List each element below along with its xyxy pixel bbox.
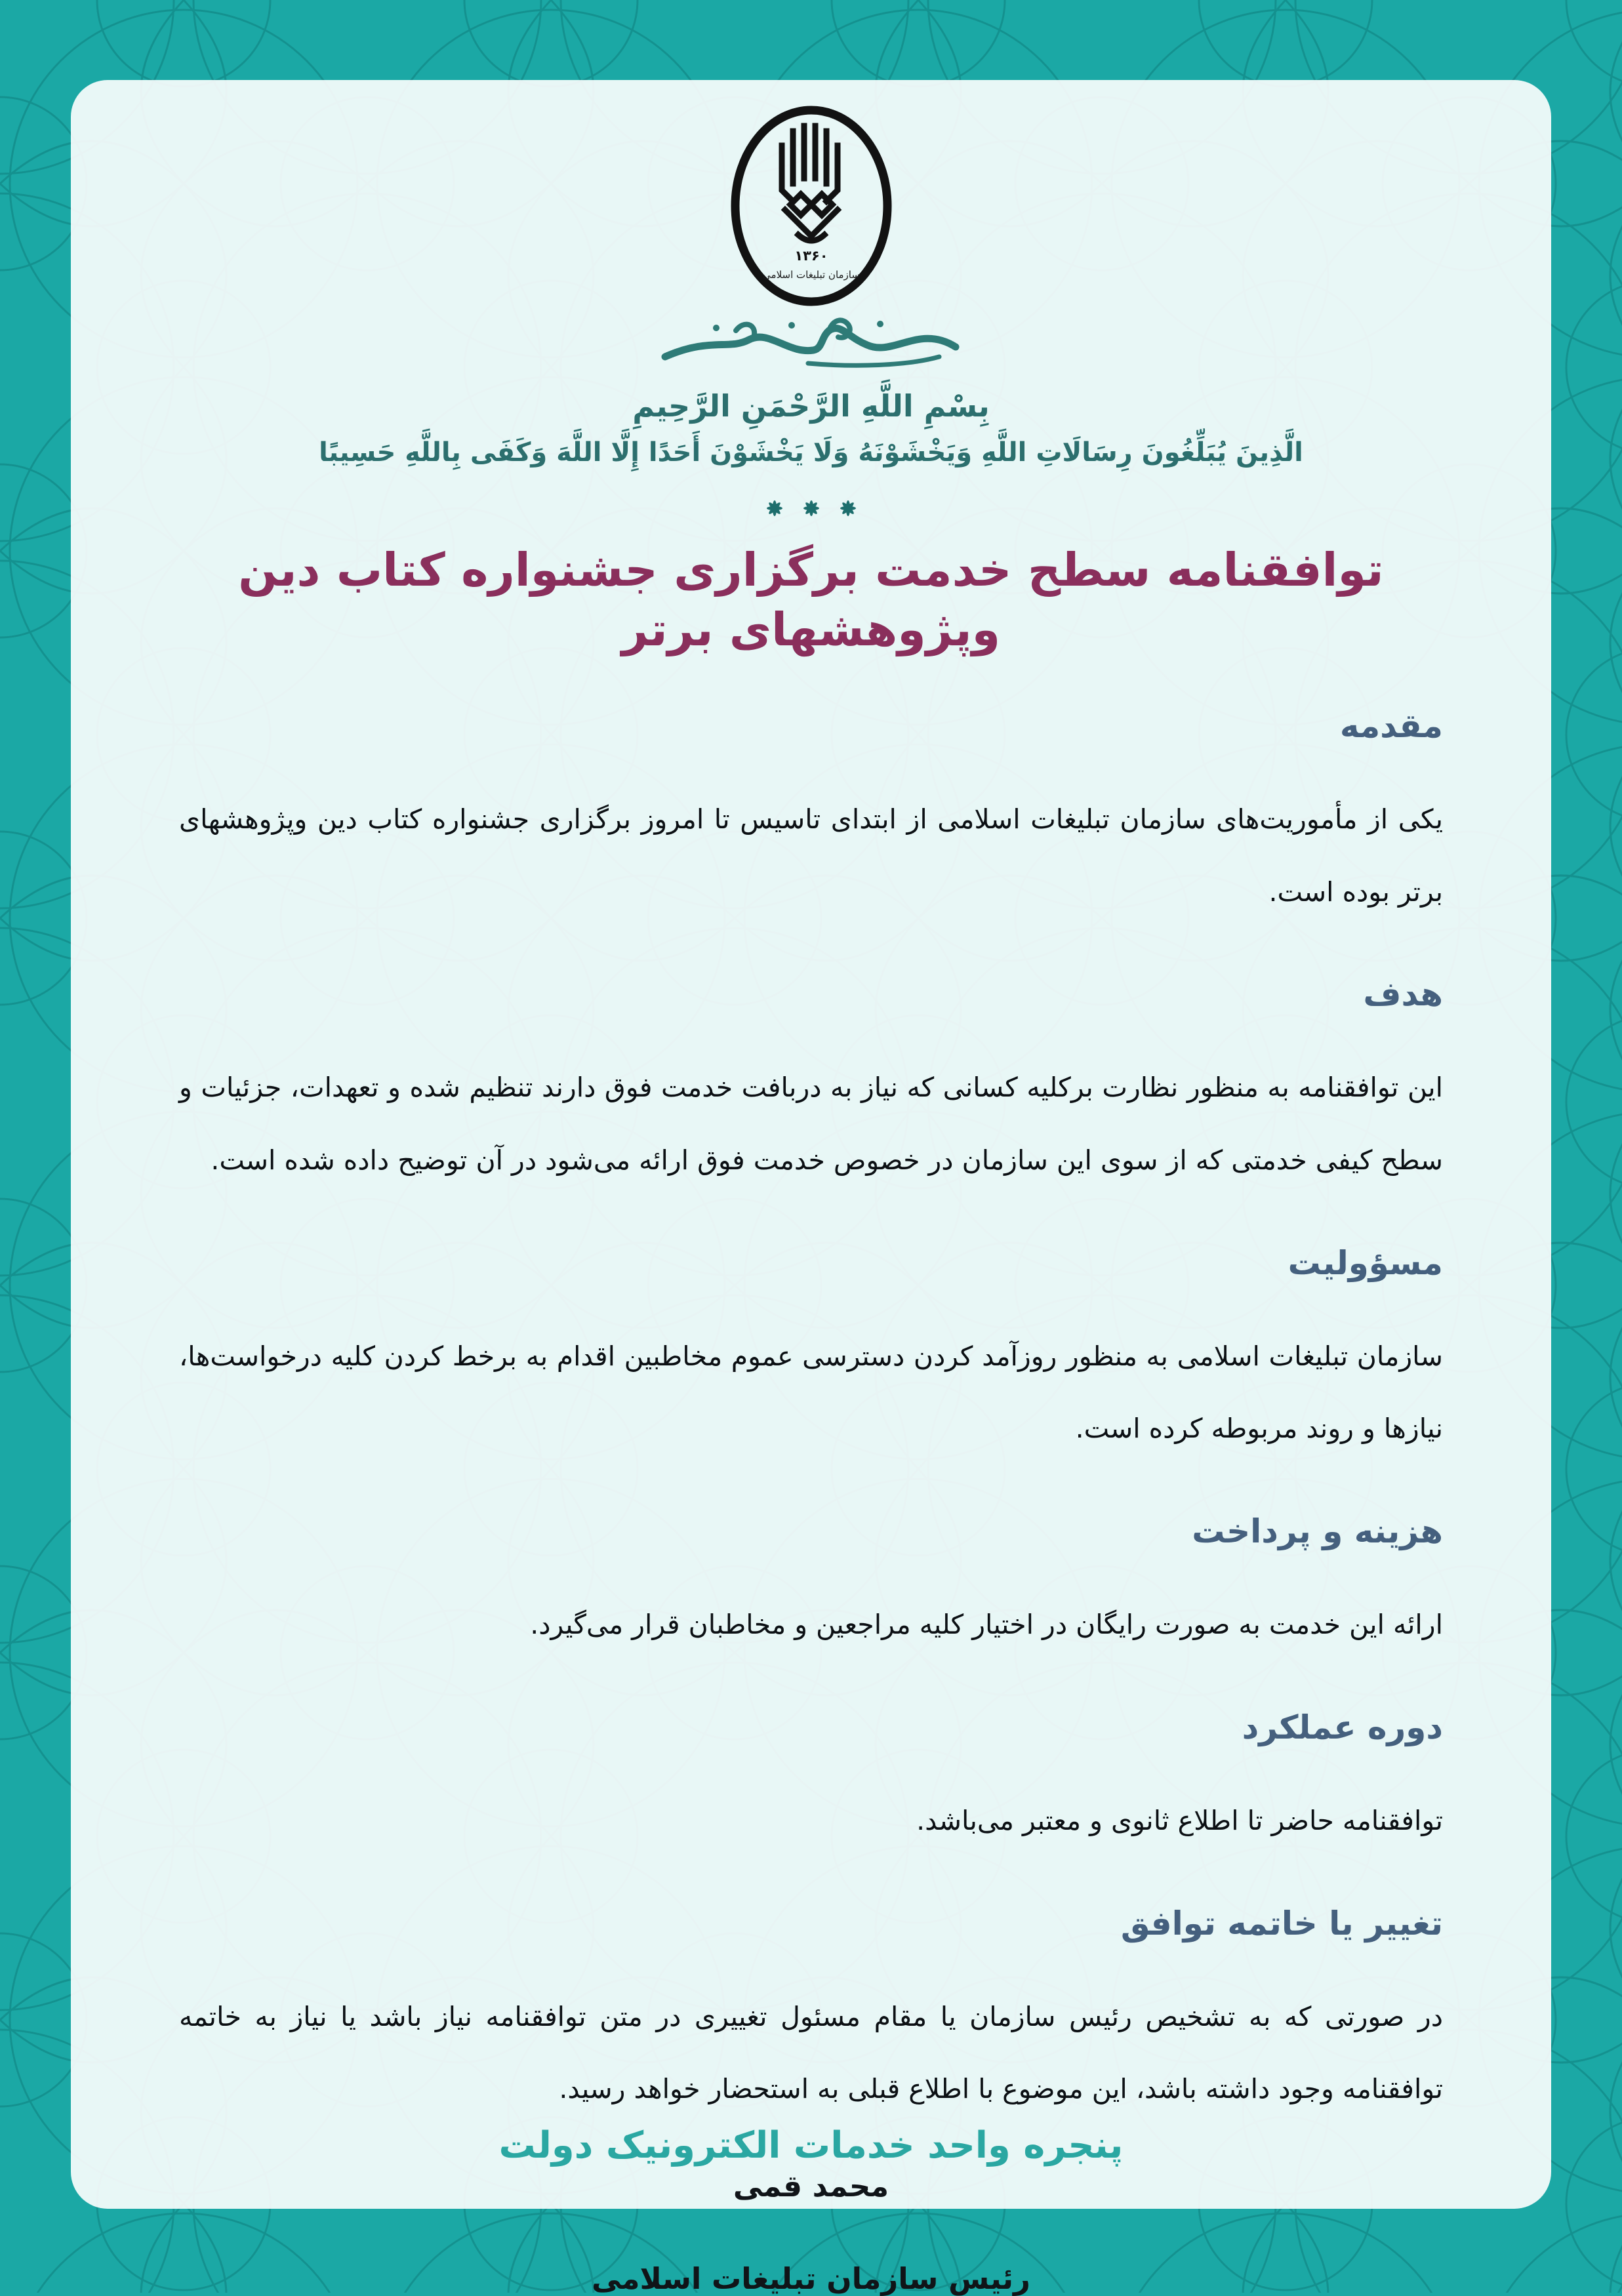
emblem-organization-name: سازمان تبلیغات اسلامی (762, 269, 860, 281)
sections-container (179, 660, 1443, 2125)
section-body: سازمان تبلیغات اسلامی به منظور روزآمد کردن دسترسی عموم مخاطبین اقدام به برخط کردن کلیه درخواست‌ها، نیازها و روند مربوطه کرده است. (179, 1340, 1443, 1445)
section-body: ارائه این خدمت به صورت رایگان در اختیار کلیه مراجعین و مخاطبان قرار می‌گیرد. (530, 1609, 1443, 1641)
section-body: این توافقنامه به منظور نظارت برکلیه کسانی که نیاز به دربافت خدمت فوق دارند تنظیم شده و تعهدات، جزئیات و سطح کیفی خدمتی که از سوی این سازمان در خصوص خدمت فوق ارائه می‌شود در آن توضیح داده شده است. (179, 1072, 1443, 1177)
document-card (71, 80, 1551, 2296)
quran-verse-text: الَّذِينَ يُبَلِّغُونَ رِسَالَاتِ اللَّهِ وَيَخْشَوْنَهُ وَلَا يَخْشَوْنَ أَحَدًا إِلَّا اللَّهَ وَكَفَى بِاللَّهِ حَسِيبًا (319, 437, 1303, 468)
section-heading: هزینه و پرداخت (1192, 1512, 1443, 1551)
flower-asterisk-icon (838, 498, 858, 518)
section-introduction (179, 707, 1443, 928)
section-heading: مسؤولیت (1287, 1243, 1443, 1282)
document-title: توافقنامه سطح خدمت برگزاری جشنواره کتاب دین وپژوهشهای برتر (238, 543, 1384, 656)
section-heading: تغییر یا خاتمه توافق (1120, 1904, 1443, 1943)
section-heading: هدف (1363, 975, 1443, 1014)
section-goal (179, 975, 1443, 1196)
section-performance-period (179, 1708, 1443, 1857)
organization-calligraphy-icon (657, 311, 965, 371)
section-body: توافقنامه حاضر تا اطلاع ثانوی و معتبر می‌باشد. (916, 1804, 1443, 1836)
section-body: در صورتی که به تشخیص رئیس سازمان یا مقام مسئول تغییری در متن توافقنامه نیاز باشد یا نیاز به خاتمه توافقنامه وجود داشته باشد، این موضوع با اطلاع قبلی به استحضار خواهد رسید. (179, 2000, 1443, 2105)
organization-emblem-icon (727, 106, 895, 307)
section-heading: مقدمه (1339, 707, 1443, 745)
section-heading: دوره عملکرد (1242, 1708, 1443, 1746)
section-responsibility (179, 1244, 1443, 1465)
flower-asterisk-icon (765, 498, 784, 518)
flower-asterisk-icon (801, 498, 821, 518)
document-content (71, 80, 1551, 2296)
ornament-row (765, 498, 858, 518)
emblem-year: ۱۳۶۰ (794, 248, 828, 264)
signatory-role: رئیس سازمان تبلیغات اسلامی (592, 2261, 1030, 2296)
section-cost-and-payment (179, 1512, 1443, 1661)
section-change-or-termination (179, 1904, 1443, 2125)
signatory-name: محمد قمی (733, 2168, 889, 2204)
footer-text: پنجره واحد خدمات الکترونیک دولت (498, 2124, 1124, 2167)
bismillah-text: بِسْمِ اللَّهِ الرَّحْمَنِ الرَّحِيمِ (632, 388, 990, 424)
section-body: یکی از مأموریت‌های سازمان تبلیغات اسلامی از ابتدای تاسیس تا امروز برگزاری جشنواره کتاب دین وپژوهشهای برتر بوده است. (179, 803, 1443, 908)
signature-block (592, 2169, 1030, 2296)
